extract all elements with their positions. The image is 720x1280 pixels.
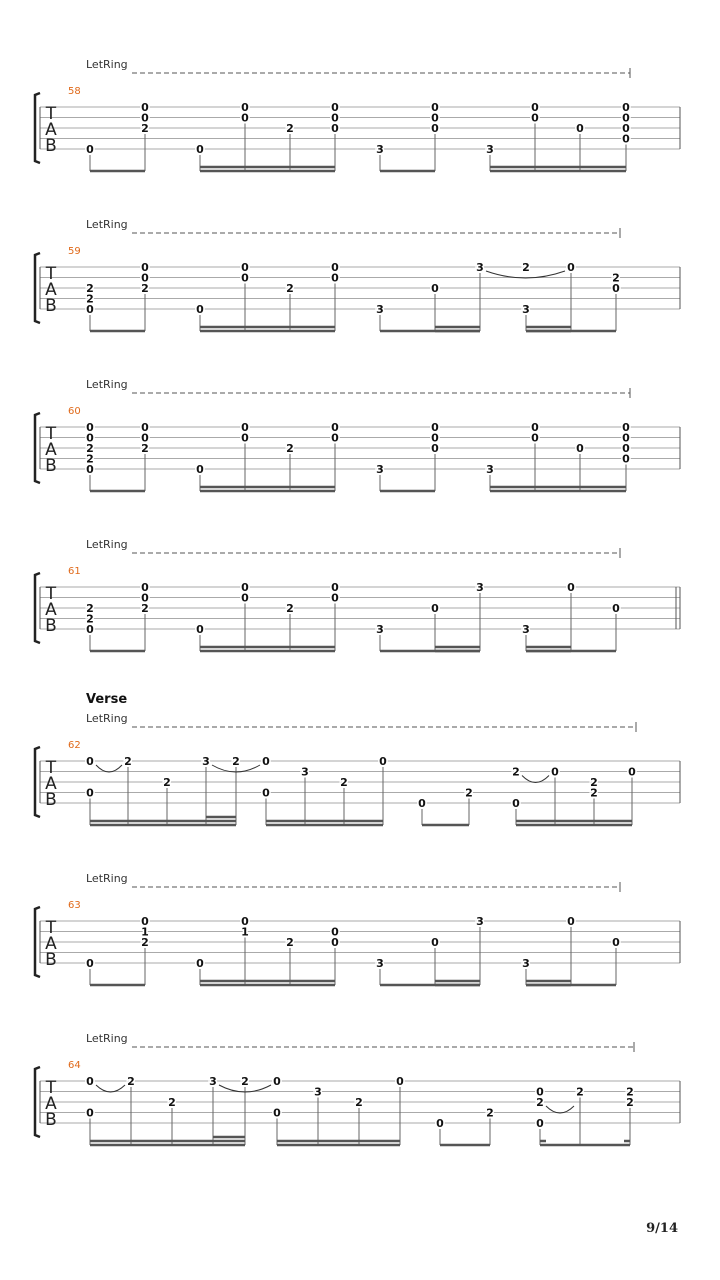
fret-number: 0	[512, 797, 520, 810]
tab-clef-letter: T	[45, 104, 57, 124]
fret-number: 2	[163, 776, 171, 789]
fret-number: 2	[141, 936, 149, 949]
let-ring-label: LetRing	[86, 872, 128, 885]
tab-clef-letter: B	[45, 456, 57, 476]
fret-number: 0	[431, 111, 439, 125]
fret-number: 0	[622, 421, 630, 434]
fret-number: 3	[376, 957, 384, 970]
page-number: 9/14	[646, 1221, 678, 1236]
fret-number: 0	[331, 936, 339, 949]
fret-number: 0	[86, 755, 94, 768]
section-label: Verse	[86, 692, 128, 707]
fret-number: 3	[202, 755, 210, 768]
fret-number: 2	[340, 776, 348, 789]
measure-number: 61	[68, 566, 81, 577]
fret-number: 0	[196, 623, 204, 636]
fret-number: 3	[376, 623, 384, 636]
fret-number: 0	[431, 936, 439, 949]
system-bracket	[35, 413, 40, 483]
fret-number: 2	[168, 1096, 176, 1109]
fret-number: 0	[431, 282, 439, 295]
fret-number: 2	[86, 452, 94, 466]
fret-number: 0	[331, 591, 339, 605]
let-ring-label: LetRing	[86, 58, 128, 71]
fret-number: 0	[262, 755, 270, 768]
fret-number: 3	[522, 957, 530, 970]
fret-number: 0	[431, 421, 439, 434]
fret-number: 2	[286, 602, 294, 615]
tab-clef-letter: A	[45, 120, 57, 140]
let-ring-label: LetRing	[86, 218, 128, 231]
fret-number: 0	[436, 1117, 444, 1130]
tab-clef-letter: T	[45, 424, 57, 444]
fret-number: 0	[622, 111, 630, 125]
fret-number: 0	[331, 101, 339, 114]
fret-number: 0	[241, 101, 249, 114]
fret-number: 0	[331, 421, 339, 434]
fret-number: 0	[431, 122, 439, 135]
fret-number: 0	[86, 463, 94, 476]
fret-number: 2	[286, 122, 294, 135]
fret-number: 0	[628, 765, 636, 779]
fret-number: 3	[209, 1075, 217, 1088]
fret-number: 0	[141, 591, 149, 605]
fret-number: 0	[431, 101, 439, 114]
fret-number: 0	[141, 111, 149, 125]
system-bracket	[35, 253, 40, 323]
fret-number: 0	[86, 623, 94, 636]
fret-number: 0	[622, 101, 630, 114]
system-bracket	[35, 573, 40, 643]
fret-number: 2	[612, 271, 620, 285]
fret-number: 2	[86, 442, 94, 455]
fret-number: 0	[196, 303, 204, 316]
fret-number: 0	[431, 431, 439, 445]
fret-number: 0	[273, 1075, 281, 1088]
fret-number: 2	[86, 292, 94, 306]
fret-number: 0	[622, 442, 630, 455]
fret-number: 0	[576, 122, 584, 135]
fret-number: 0	[431, 602, 439, 615]
tab-clef-letter: T	[45, 1078, 57, 1098]
fret-number: 2	[576, 1085, 584, 1099]
fret-number: 3	[476, 915, 484, 928]
fret-number: 0	[141, 431, 149, 445]
tab-clef-letter: B	[45, 616, 57, 636]
fret-number: 3	[486, 463, 494, 476]
fret-number: 0	[536, 1117, 544, 1130]
fret-number: 0	[531, 101, 539, 114]
fret-number: 0	[273, 1106, 281, 1120]
fret-number: 0	[86, 1106, 94, 1120]
tab-clef-letter: B	[45, 136, 57, 156]
fret-number: 0	[141, 101, 149, 114]
system-bracket	[35, 93, 40, 163]
tie-slur	[96, 1085, 125, 1092]
measure-number: 64	[68, 1060, 81, 1071]
fret-number: 2	[512, 765, 520, 779]
fret-number: 0	[141, 421, 149, 434]
fret-number: 2	[124, 755, 132, 768]
fret-number: 0	[622, 122, 630, 135]
system-bracket	[35, 1067, 40, 1137]
fret-number: 0	[241, 581, 249, 594]
fret-number: 0	[531, 111, 539, 125]
fret-number: 0	[612, 282, 620, 295]
fret-number: 2	[465, 786, 473, 800]
let-ring-label: LetRing	[86, 712, 128, 725]
fret-number: 2	[590, 786, 598, 800]
fret-number: 2	[141, 122, 149, 135]
fret-number: 0	[241, 271, 249, 285]
tab-clef-letter: T	[45, 918, 57, 938]
fret-number: 2	[522, 261, 530, 274]
fret-number: 2	[127, 1075, 135, 1088]
fret-number: 2	[286, 282, 294, 295]
fret-number: 3	[522, 623, 530, 636]
fret-number: 0	[86, 143, 94, 156]
fret-number: 0	[241, 431, 249, 445]
tab-clef-letter: B	[45, 790, 57, 810]
fret-number: 1	[141, 925, 149, 939]
fret-number: 2	[141, 602, 149, 615]
fret-number: 2	[141, 442, 149, 455]
tab-clef-letter: B	[45, 1110, 57, 1130]
tab-clef-letter: T	[45, 584, 57, 604]
tab-clef-letter: A	[45, 934, 57, 954]
fret-number: 0	[196, 143, 204, 156]
fret-number: 2	[355, 1096, 363, 1109]
fret-number: 0	[612, 602, 620, 615]
fret-number: 0	[331, 261, 339, 274]
fret-number: 3	[376, 143, 384, 156]
measure-number: 63	[68, 900, 81, 911]
fret-number: 2	[86, 282, 94, 295]
fret-number: 0	[241, 915, 249, 928]
tab-clef-letter: B	[45, 296, 57, 316]
tie-slur	[522, 776, 549, 783]
fret-number: 0	[622, 452, 630, 466]
fret-number: 0	[331, 111, 339, 125]
fret-number: 0	[331, 431, 339, 445]
fret-number: 0	[379, 755, 387, 768]
fret-number: 2	[486, 1106, 494, 1120]
let-ring-label: LetRing	[86, 1032, 128, 1045]
fret-number: 2	[626, 1096, 634, 1109]
tab-clef-letter: A	[45, 600, 57, 620]
fret-number: 0	[331, 925, 339, 939]
fret-number: 0	[196, 957, 204, 970]
fret-number: 3	[376, 303, 384, 316]
fret-number: 1	[241, 925, 249, 939]
fret-number: 3	[301, 765, 309, 779]
tab-clef-letter: A	[45, 774, 57, 794]
fret-number: 3	[476, 261, 484, 274]
fret-number: 0	[622, 431, 630, 445]
system-bracket	[35, 747, 40, 817]
fret-number: 2	[86, 602, 94, 615]
fret-number: 0	[241, 111, 249, 125]
fret-number: 0	[551, 765, 559, 779]
tie-slur	[96, 765, 122, 772]
fret-number: 0	[141, 915, 149, 928]
fret-number: 0	[86, 303, 94, 316]
tab-clef-letter: T	[45, 758, 57, 778]
measure-number: 58	[68, 86, 81, 97]
fret-number: 0	[86, 431, 94, 445]
fret-number: 0	[531, 421, 539, 434]
tab-clef-letter: A	[45, 1094, 57, 1114]
fret-number: 0	[262, 786, 270, 800]
fret-number: 0	[241, 591, 249, 605]
fret-number: 2	[286, 936, 294, 949]
fret-number: 0	[431, 442, 439, 455]
fret-number: 0	[576, 442, 584, 455]
tie-slur	[546, 1106, 574, 1113]
fret-number: 3	[486, 143, 494, 156]
fret-number: 0	[567, 581, 575, 594]
fret-number: 0	[196, 463, 204, 476]
fret-number: 3	[522, 303, 530, 316]
fret-number: 0	[612, 936, 620, 949]
let-ring-label: LetRing	[86, 538, 128, 551]
fret-number: 0	[567, 261, 575, 274]
fret-number: 3	[314, 1085, 322, 1099]
fret-number: 0	[418, 797, 426, 810]
fret-number: 0	[622, 132, 630, 146]
fret-number: 0	[86, 421, 94, 434]
fret-number: 0	[241, 261, 249, 274]
measure-number: 60	[68, 406, 81, 417]
fret-number: 0	[86, 786, 94, 800]
fret-number: 0	[241, 421, 249, 434]
tab-clef-letter: B	[45, 950, 57, 970]
fret-number: 2	[241, 1075, 249, 1088]
fret-number: 0	[331, 122, 339, 135]
fret-number: 0	[141, 261, 149, 274]
fret-number: 2	[141, 282, 149, 295]
tab-clef-letter: A	[45, 440, 57, 460]
fret-number: 0	[567, 915, 575, 928]
fret-number: 2	[590, 776, 598, 789]
tab-clef-letter: A	[45, 280, 57, 300]
fret-number: 0	[86, 1075, 94, 1088]
fret-number: 3	[476, 581, 484, 594]
tab-clef-letter: T	[45, 264, 57, 284]
fret-number: 2	[86, 612, 94, 626]
fret-number: 0	[331, 581, 339, 594]
fret-number: 3	[376, 463, 384, 476]
system-bracket	[35, 907, 40, 977]
fret-number: 0	[531, 431, 539, 445]
let-ring-label: LetRing	[86, 378, 128, 391]
measure-number: 59	[68, 246, 81, 257]
fret-number: 0	[536, 1085, 544, 1099]
measure-number: 62	[68, 740, 81, 751]
fret-number: 0	[396, 1075, 404, 1088]
fret-number: 0	[86, 957, 94, 970]
fret-number: 2	[286, 442, 294, 455]
fret-number: 2	[536, 1096, 544, 1109]
fret-number: 0	[141, 271, 149, 285]
fret-number: 0	[331, 271, 339, 285]
fret-number: 0	[141, 581, 149, 594]
fret-number: 2	[626, 1085, 634, 1099]
fret-number: 2	[232, 755, 240, 768]
